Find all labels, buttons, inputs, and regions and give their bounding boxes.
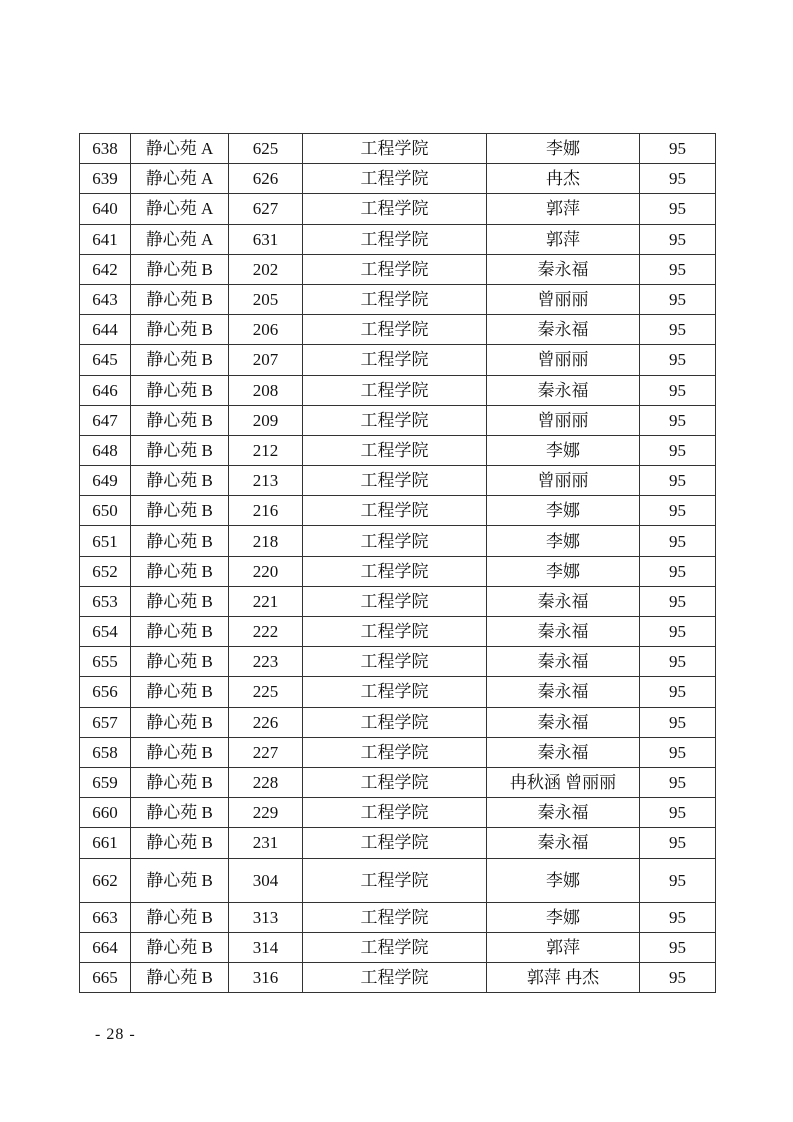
table-body [80,134,716,993]
score-cell: 95 [640,767,716,797]
table-row [80,224,716,254]
score-cell: 95 [640,315,716,345]
seq-cell: 654 [80,617,131,647]
room-cell: 631 [229,224,303,254]
score-cell: 95 [640,466,716,496]
score-cell: 95 [640,375,716,405]
table-row [80,617,716,647]
room-cell: 205 [229,284,303,314]
seq-cell: 641 [80,224,131,254]
seq-cell: 645 [80,345,131,375]
counselor-cell: 郭萍 冉杰 [487,962,640,992]
building-cell: 静心苑 B [131,962,229,992]
college-cell: 工程学院 [303,798,487,828]
room-cell: 304 [229,858,303,902]
room-cell: 221 [229,586,303,616]
counselor-cell: 曾丽丽 [487,466,640,496]
college-cell: 工程学院 [303,435,487,465]
seq-cell: 659 [80,767,131,797]
seq-cell: 639 [80,164,131,194]
building-cell: 静心苑 B [131,435,229,465]
college-cell: 工程学院 [303,526,487,556]
building-cell: 静心苑 B [131,902,229,932]
room-cell: 209 [229,405,303,435]
table-row [80,254,716,284]
seq-cell: 663 [80,902,131,932]
college-cell: 工程学院 [303,315,487,345]
seq-cell: 658 [80,737,131,767]
building-cell: 静心苑 B [131,707,229,737]
college-cell: 工程学院 [303,647,487,677]
counselor-cell: 秦永福 [487,737,640,767]
room-cell: 220 [229,556,303,586]
table-row [80,858,716,902]
seq-cell: 653 [80,586,131,616]
counselor-cell: 曾丽丽 [487,405,640,435]
counselor-cell: 郭萍 [487,224,640,254]
table-row [80,677,716,707]
table-row [80,405,716,435]
score-cell: 95 [640,435,716,465]
seq-cell: 652 [80,556,131,586]
room-cell: 206 [229,315,303,345]
room-cell: 627 [229,194,303,224]
seq-cell: 644 [80,315,131,345]
score-cell: 95 [640,254,716,284]
college-cell: 工程学院 [303,496,487,526]
counselor-cell: 李娜 [487,134,640,164]
room-cell: 207 [229,345,303,375]
room-cell: 213 [229,466,303,496]
building-cell: 静心苑 B [131,254,229,284]
college-cell: 工程学院 [303,224,487,254]
building-cell: 静心苑 B [131,315,229,345]
table-row [80,932,716,962]
college-cell: 工程学院 [303,194,487,224]
table-row [80,586,716,616]
seq-cell: 642 [80,254,131,284]
building-cell: 静心苑 B [131,405,229,435]
table-row [80,284,716,314]
score-cell: 95 [640,556,716,586]
counselor-cell: 李娜 [487,496,640,526]
counselor-cell: 冉秋涵 曾丽丽 [487,767,640,797]
counselor-cell: 曾丽丽 [487,345,640,375]
room-cell: 313 [229,902,303,932]
building-cell: 静心苑 B [131,617,229,647]
counselor-cell: 秦永福 [487,707,640,737]
dormitory-score-table [79,133,716,993]
table-row [80,737,716,767]
building-cell: 静心苑 B [131,586,229,616]
room-cell: 227 [229,737,303,767]
college-cell: 工程学院 [303,254,487,284]
building-cell: 静心苑 B [131,284,229,314]
room-cell: 222 [229,617,303,647]
score-cell: 95 [640,962,716,992]
table-row [80,526,716,556]
score-cell: 95 [640,345,716,375]
room-cell: 314 [229,932,303,962]
building-cell: 静心苑 B [131,828,229,858]
table-row [80,194,716,224]
building-cell: 静心苑 B [131,466,229,496]
seq-cell: 647 [80,405,131,435]
building-cell: 静心苑 B [131,345,229,375]
score-cell: 95 [640,405,716,435]
room-cell: 202 [229,254,303,284]
seq-cell: 662 [80,858,131,902]
seq-cell: 655 [80,647,131,677]
college-cell: 工程学院 [303,902,487,932]
score-cell: 95 [640,858,716,902]
room-cell: 228 [229,767,303,797]
room-cell: 226 [229,707,303,737]
college-cell: 工程学院 [303,707,487,737]
seq-cell: 661 [80,828,131,858]
room-cell: 626 [229,164,303,194]
table-row [80,164,716,194]
score-cell: 95 [640,164,716,194]
counselor-cell: 秦永福 [487,617,640,647]
building-cell: 静心苑 B [131,526,229,556]
counselor-cell: 李娜 [487,858,640,902]
room-cell: 229 [229,798,303,828]
score-cell: 95 [640,828,716,858]
seq-cell: 657 [80,707,131,737]
score-cell: 95 [640,932,716,962]
score-cell: 95 [640,647,716,677]
counselor-cell: 李娜 [487,902,640,932]
seq-cell: 650 [80,496,131,526]
building-cell: 静心苑 A [131,164,229,194]
table-row [80,798,716,828]
table-row [80,962,716,992]
table-row [80,435,716,465]
score-cell: 95 [640,902,716,932]
table-row [80,647,716,677]
counselor-cell: 秦永福 [487,586,640,616]
seq-cell: 643 [80,284,131,314]
college-cell: 工程学院 [303,858,487,902]
score-cell: 95 [640,496,716,526]
seq-cell: 664 [80,932,131,962]
score-cell: 95 [640,617,716,647]
table-row [80,466,716,496]
score-cell: 95 [640,586,716,616]
table-row [80,375,716,405]
counselor-cell: 曾丽丽 [487,284,640,314]
table-row [80,496,716,526]
building-cell: 静心苑 B [131,375,229,405]
college-cell: 工程学院 [303,932,487,962]
college-cell: 工程学院 [303,405,487,435]
score-cell: 95 [640,224,716,254]
building-cell: 静心苑 B [131,496,229,526]
room-cell: 223 [229,647,303,677]
room-cell: 218 [229,526,303,556]
counselor-cell: 李娜 [487,556,640,586]
building-cell: 静心苑 A [131,224,229,254]
building-cell: 静心苑 B [131,767,229,797]
table-row [80,902,716,932]
building-cell: 静心苑 A [131,194,229,224]
score-cell: 95 [640,194,716,224]
table-row [80,767,716,797]
college-cell: 工程学院 [303,134,487,164]
room-cell: 316 [229,962,303,992]
building-cell: 静心苑 B [131,858,229,902]
building-cell: 静心苑 B [131,677,229,707]
college-cell: 工程学院 [303,345,487,375]
counselor-cell: 秦永福 [487,647,640,677]
counselor-cell: 冉杰 [487,164,640,194]
counselor-cell: 郭萍 [487,932,640,962]
college-cell: 工程学院 [303,466,487,496]
building-cell: 静心苑 B [131,932,229,962]
college-cell: 工程学院 [303,767,487,797]
counselor-cell: 秦永福 [487,315,640,345]
score-cell: 95 [640,798,716,828]
score-cell: 95 [640,707,716,737]
room-cell: 208 [229,375,303,405]
building-cell: 静心苑 B [131,647,229,677]
counselor-cell: 秦永福 [487,798,640,828]
table-row [80,345,716,375]
score-cell: 95 [640,134,716,164]
counselor-cell: 秦永福 [487,375,640,405]
seq-cell: 640 [80,194,131,224]
counselor-cell: 李娜 [487,435,640,465]
room-cell: 225 [229,677,303,707]
seq-cell: 665 [80,962,131,992]
college-cell: 工程学院 [303,586,487,616]
score-cell: 95 [640,526,716,556]
college-cell: 工程学院 [303,617,487,647]
building-cell: 静心苑 B [131,798,229,828]
college-cell: 工程学院 [303,164,487,194]
college-cell: 工程学院 [303,828,487,858]
page-number: - 28 - [95,1026,136,1043]
seq-cell: 646 [80,375,131,405]
building-cell: 静心苑 A [131,134,229,164]
table-row [80,556,716,586]
seq-cell: 660 [80,798,131,828]
seq-cell: 648 [80,435,131,465]
counselor-cell: 秦永福 [487,828,640,858]
seq-cell: 651 [80,526,131,556]
table-row [80,134,716,164]
table-row [80,828,716,858]
room-cell: 625 [229,134,303,164]
college-cell: 工程学院 [303,677,487,707]
room-cell: 231 [229,828,303,858]
table-row [80,315,716,345]
room-cell: 216 [229,496,303,526]
counselor-cell: 秦永福 [487,254,640,284]
table-row [80,707,716,737]
seq-cell: 638 [80,134,131,164]
room-cell: 212 [229,435,303,465]
counselor-cell: 李娜 [487,526,640,556]
building-cell: 静心苑 B [131,737,229,767]
counselor-cell: 秦永福 [487,677,640,707]
score-cell: 95 [640,737,716,767]
college-cell: 工程学院 [303,284,487,314]
seq-cell: 656 [80,677,131,707]
seq-cell: 649 [80,466,131,496]
building-cell: 静心苑 B [131,556,229,586]
counselor-cell: 郭萍 [487,194,640,224]
score-cell: 95 [640,284,716,314]
score-cell: 95 [640,677,716,707]
college-cell: 工程学院 [303,962,487,992]
college-cell: 工程学院 [303,556,487,586]
college-cell: 工程学院 [303,737,487,767]
college-cell: 工程学院 [303,375,487,405]
